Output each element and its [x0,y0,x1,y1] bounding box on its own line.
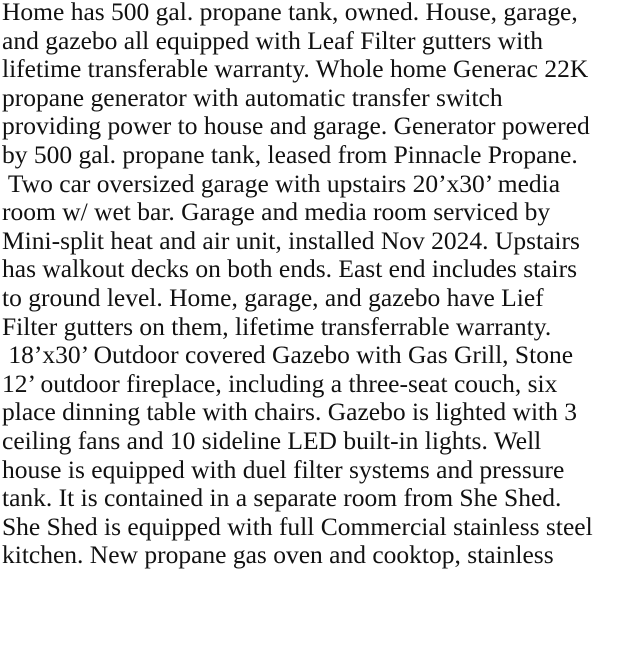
text-line: to ground level. Home, garage, and gazebo have Lief [2,282,544,312]
text-line: ceiling fans and 10 sideline LED built-in lights. Well [2,425,542,455]
text-line: place dinning table with chairs. Gazebo is lighted with 3 [2,397,578,427]
text-line: kitchen. New propane gas oven and cooktop, stainless [2,540,554,570]
text-line: 18’x30’ Outdoor covered Gazebo with Gas Grill, Stone [2,340,574,370]
text-line: providing power to house and garage. Generator powered [2,111,590,141]
text-line: 12’ outdoor fireplace, including a three-seat couch, six [2,368,558,398]
text-line: Mini-split heat and air unit, installed Nov 2024. Upstairs [2,225,580,255]
text-line: by 500 gal. propane tank, leased from Pinnacle Propane. [2,139,578,169]
text-line: tank. It is contained in a separate room from She Shed. [2,483,562,513]
text-line: and gazebo all equipped with Leaf Filter gutters with [2,25,544,55]
text-line: Filter gutters on them, lifetime transferrable warranty. [2,311,552,341]
text-line: room w/ wet bar. Garage and media room serviced by [2,197,551,227]
text-line: propane generator with automatic transfer switch [2,82,503,112]
text-line: Home has 500 gal. propane tank, owned. House, garage, [2,0,578,26]
text-line: Two car oversized garage with upstairs 20’x30’ media [2,168,561,198]
text-line: has walkout decks on both ends. East end includes stairs [2,254,578,284]
text-line: She Shed is equipped with full Commercial stainless steel [2,511,593,541]
text-line: house is equipped with duel filter systems and pressure [2,454,565,484]
document-text-block [2,0,640,572]
text-line: lifetime transferable warranty. Whole home Generac 22K [2,54,589,84]
